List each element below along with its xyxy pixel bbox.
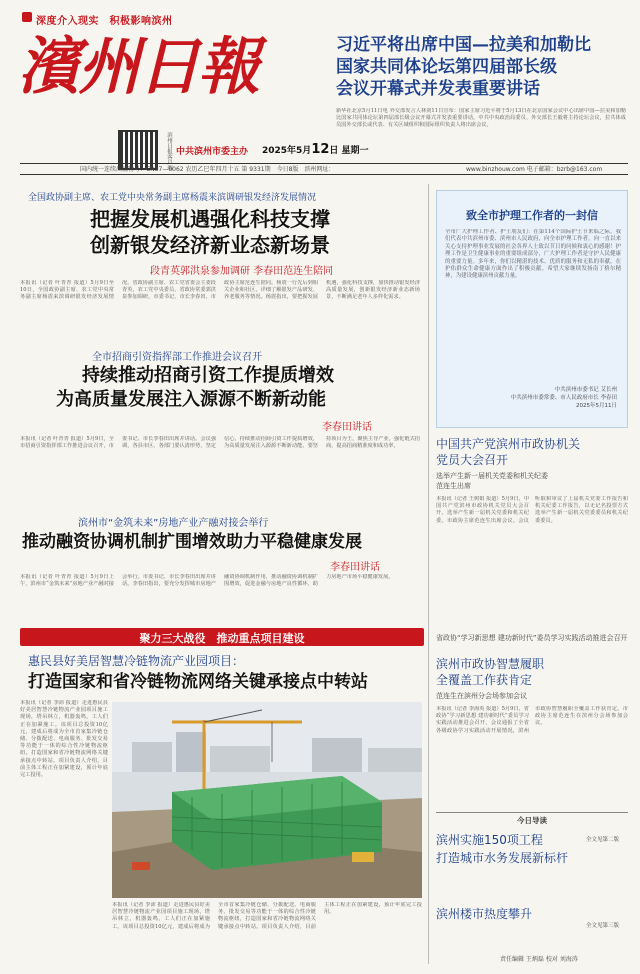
story6-body: 本报讯（记者 李海英 报道）5月9日，省政协“学习新思想 建功新时代”委员学习实践活动推进会召开，会议通报了全省各级政协学习实践活动开展情况，滨州市政协智慧履职全覆盖工作获肯定。市政协主席范连生在滨州分会场参加会议。 — [436, 706, 628, 734]
story1-subtitle: 段青英郭洪泉参加调研 李春田范连生陪同 — [150, 266, 334, 277]
story3-body: 本报讯（记者 叶青青 报道）5月9日上午，滨州市“金筑未来”房地产业产融对接会举行。市委书记、市长李春田出席并讲话。李春田指出，要充分发挥城市房地产融资协调机制作用，推动融资协调机制扩围增效，促进金融与房地产良性循环，助力房地产市场平稳健康发展。 — [20, 574, 394, 588]
column-divider — [428, 184, 429, 964]
letter-panel — [436, 190, 628, 428]
story2-kicker: 全市招商引资指挥部工作推进会议召开 — [92, 352, 262, 363]
story4-body-bottom: 本报讯（记者 李沛 报道）走进惠民县好美居智慧冷链物流产业园项目施工现场，塔吊林立，机器轰鸣，工人们正在加紧施工。该项目总投资10亿元，建成后将成为全市首家集冷链仓储、分拨配送、电商服务、批发交易等功能于一体的综合性冷链物流枢纽，打造国家和省冷链物流网络关键承接点中转站。项目负责人介绍，目前主体工程正在加紧建设，预计年底完工投用。 — [112, 902, 422, 930]
story5-title-2[interactable]: 党员大会召开 — [436, 453, 509, 467]
story3-kicker: 滨州市“金筑未来”房地产业产融对接会举行 — [78, 518, 269, 529]
story3-subtitle: 李春田讲话 — [330, 562, 380, 573]
today-guide-header — [436, 812, 628, 824]
story4-body-left: 本报讯（记者 李沛 报道）走进惠民县好美居智慧冷链物流产业园项目施工现场，塔吊林立，机器轰鸣，工人们正在加紧施工。该项目总投资10亿元，建成后将成为全市首家集冷链仓储、分拨配送、电商服务、批发交易等功能于一体的综合性冷链物流枢纽，打造国家和省冷链物流网络关键承接点中转站。项目负责人介绍，目前主体工程正在加紧建设，预计年底完工投用。 — [20, 700, 108, 779]
letter-body: 全市广大护理工作者、护士朋友们：在第114个国际护士节来临之际，我们代表中共滨州市委、滨州市人民政府，向全市护理工作者，向一直以来关心支持护理事业发展的社会各界人士致以节日的问候和衷心的感谢！护理工作是卫生健康事业的重要组成部分，广大护理工作者是守护人民健康的重要力量。多年来，你们以精湛的技术、优质的服务和无私的奉献，在护佑群众生命健康方面作出了积极贡献。希望大家继续发扬南丁格尔精神，为建设健康滨州贡献力量。 — [445, 229, 621, 280]
story2-title-1[interactable]: 持续推动招商引资工作提质增效 — [82, 365, 334, 386]
story6-title-1[interactable]: 滨州市政协智慧履职 — [436, 657, 545, 671]
top-story-title-1[interactable]: 习近平将出席中国—拉美和加勒比 — [336, 35, 591, 55]
story3-title[interactable]: 推动融资协调机制扩围增效助力平稳健康发展 — [22, 532, 362, 552]
story1-title-2[interactable]: 创新银发经济新业态新场景 — [90, 233, 330, 257]
date-day: 12 — [311, 142, 330, 157]
story2-title-2[interactable]: 为高质量发展注入源源不断新动能 — [56, 389, 326, 410]
story1-kicker: 全国政协副主席、农工党中央常务副主席杨震来滨调研银发经济发展情况 — [28, 193, 317, 203]
masthead — [0, 0, 640, 178]
key-projects-banner — [20, 628, 424, 646]
story4-kicker: 惠民县好美居智慧冷链物流产业园项目： — [28, 654, 245, 668]
today-guide-label: 今日导读 — [517, 816, 547, 825]
info-bar-right: www.binzhouw.com 电子邮箱：bzrb@163.com — [466, 166, 603, 173]
construction-photo — [112, 702, 422, 898]
story6-kicker: 省政协“学习新思想 建功新时代”委员学习实践活动推进会召开 — [436, 634, 628, 642]
guide-item1-title-1[interactable]: 滨州实施150项工程 — [436, 833, 543, 847]
letter-sign-2: 中共滨州市委常委、市人民政府市长 李春田 — [510, 395, 617, 401]
story5-body: 本报讯（记者 王树娟 报道）5月9日，中国共产党滨州市政协机关党员大会召开，选举产生新一届机关党委和机关纪委。市政协主席范连生出席会议。会议听取和审议了上届机关党委工作报告和机关纪委工作报告，以无记名投票方式选举产生新一届机关党委委员和机关纪委委员。 — [436, 496, 628, 524]
slogan: 深度介入现实 积极影响滨州 — [36, 16, 173, 27]
info-bar — [20, 163, 628, 175]
letter-sign-1: 中共滨州市委书记 艾长州 — [554, 387, 617, 393]
story5-title-1[interactable]: 中国共产党滨州市政协机关 — [436, 437, 581, 451]
qr-label: 滨州日报客户端 — [166, 132, 172, 171]
top-story-title-2[interactable]: 国家共同体论坛第四届部长级 — [336, 57, 557, 77]
letter-date: 2025年5月11日 — [576, 403, 617, 409]
guide-item1-title-2[interactable]: 打造城市水务发展新标杆 — [436, 851, 569, 865]
banner-text: 聚力三大战役 推动重点项目建设 — [139, 632, 305, 645]
story5-subtitle-2: 范连生出席 — [436, 482, 471, 490]
story1-title-1[interactable]: 把握发展机遇强化科技支撑 — [90, 207, 330, 231]
letter-title[interactable]: 致全市护理工作者的一封信 — [466, 209, 598, 222]
date-suffix: 日 星期一 — [329, 146, 369, 156]
story2-body: 本报讯（记者 叶青青 报道）5月9日，全市招商引资指挥部工作推进会议召开，市委书记、市长李春田出席并讲话。会议强调，各县市区、各部门要认清形势，坚定信心，持续推动招商引资工作提质增效，为高质量发展注入源源不断新动能。要坚持项目为王，聚焦主导产业，强化链式招商，提高招商精准度和成功率。 — [20, 436, 420, 450]
guide-item2-page[interactable]: 全文见第三版 — [586, 923, 620, 929]
story6-title-2[interactable]: 全覆盖工作获肯定 — [436, 673, 533, 687]
info-bar-left: 国内统一连续出版物号：CN37—0062 农历乙巳年四月十五 第 9331期 今日8版 滨州网址： — [80, 166, 335, 173]
top-story-title-3[interactable]: 会议开幕式并发表重要讲话 — [336, 79, 540, 99]
newspaper-logo: 濱州日報 — [18, 30, 259, 103]
sponsor: 中共滨州市委主办 — [176, 147, 249, 157]
top-story-summary: 新华社北京5月11日电 外交部发言人林剑11日宣布：国家主席习近平将于5月13日在北京国家会议中心出席中国—拉美和加勒比国家共同体论坛第四届部长级会议开幕式并发表重要讲话。中共中央政治局委员、外交部长王毅将主持论坛会议，拉共体成员国外交部长或代表、有关区域组织和国际组织负责人将出席会议。 — [336, 108, 626, 129]
story1-body: 本报讯（记者 叶青青 报道）5月9日至10日，全国政协副主席、农工党中央常务副主席杨震来滨调研银发经济发展情况。省政协副主席、农工党省委会主委段青英，农工党中央委员、省政协常委郭洪泉参加调研，市委书记、市长李春田，市政协主席范连生陪同。杨震一行先后到相关企业和社区，详细了解银发产品研发、养老服务等情况。杨震指出，要把握发展机遇，强化科技支撑，加快推动银发经济高质量发展，创新银发经济新业态新场景，不断满足老年人多样化需求。 — [20, 280, 420, 301]
guide-item1-page[interactable]: 全文见第二版 — [586, 837, 620, 843]
construction-site-image — [112, 702, 422, 898]
story5-subtitle-1: 选举产生新一届机关党委和机关纪委 — [436, 472, 548, 480]
date-prefix: 2025年5月 — [262, 146, 312, 156]
footer-editors: 责任编辑 王炳磊 校对 刘海涛 — [500, 956, 578, 963]
slogan-mark — [22, 12, 32, 22]
story6-subtitle: 范连生在滨州分会场参加会议 — [436, 692, 527, 700]
guide-item2-title[interactable]: 滨州楼市热度攀升 — [436, 907, 533, 921]
story2-subtitle: 李春田讲话 — [322, 422, 372, 433]
story4-title[interactable]: 打造国家和省冷链物流网络关键承接点中转站 — [28, 672, 368, 692]
